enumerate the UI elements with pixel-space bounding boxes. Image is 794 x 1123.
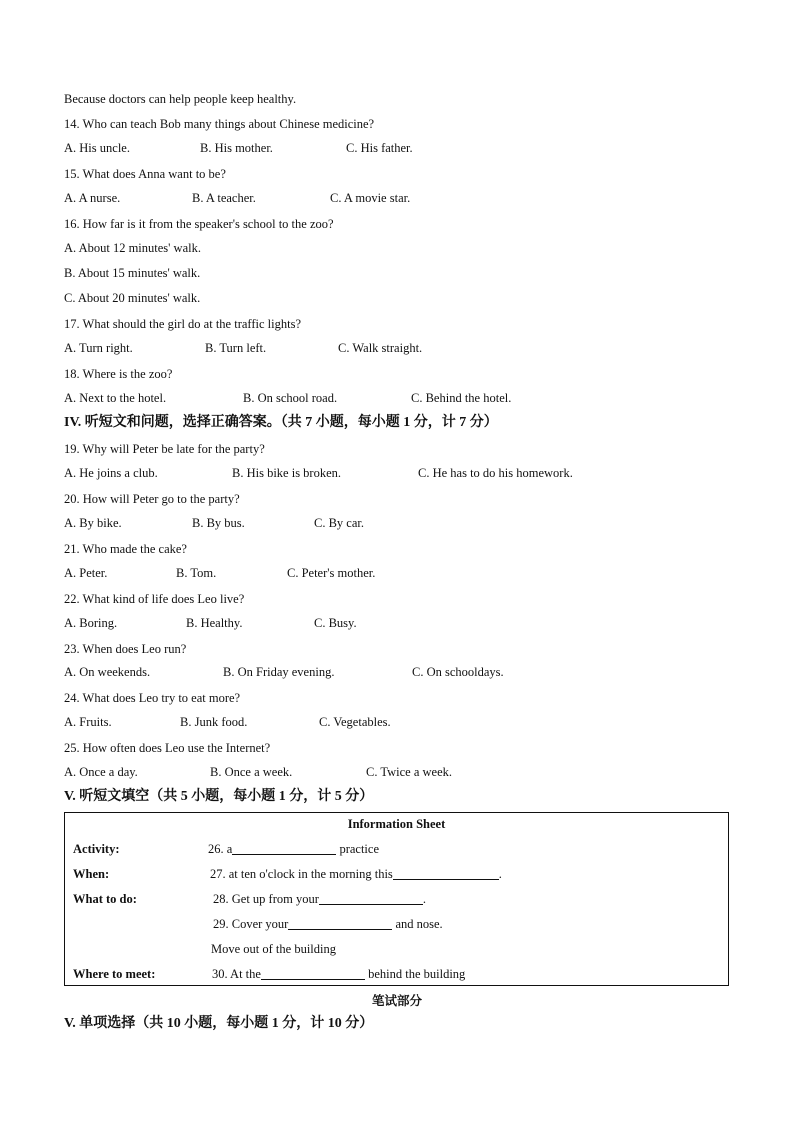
when-value: 27. at ten o'clock in the morning this . bbox=[210, 867, 502, 881]
option-a: A. By bike. bbox=[64, 516, 122, 530]
option-c: C. Behind the hotel. bbox=[411, 391, 512, 405]
option-c: C. A movie star. bbox=[330, 191, 411, 205]
todo-2: 29. Cover your and nose. bbox=[213, 917, 443, 931]
question-21: 21. Who made the cake? bbox=[64, 542, 187, 556]
option-b: B. Once a week. bbox=[210, 765, 293, 779]
question-24: 24. What does Leo try to eat more? bbox=[64, 691, 241, 705]
option-a: A. About 12 minutes' walk. bbox=[64, 241, 201, 255]
option-c: C. Peter's mother. bbox=[287, 566, 376, 580]
section-5-title: V. 听短文填空（共 5 小题，每小题 1 分，计 5 分） bbox=[64, 789, 374, 804]
info-sheet-title: Information Sheet bbox=[347, 817, 446, 831]
option-c: C. Twice a week. bbox=[366, 765, 453, 779]
when-label: When: bbox=[73, 867, 110, 881]
blank-28[interactable] bbox=[319, 892, 423, 905]
option-b: B. His bike is broken. bbox=[232, 466, 342, 480]
intro-line: Because doctors can help people keep healthy. bbox=[64, 92, 297, 106]
blank-30[interactable] bbox=[261, 967, 365, 980]
what-to-do-label: What to do: bbox=[73, 892, 137, 906]
option-a: A. A nurse. bbox=[64, 191, 121, 205]
option-b: B. A teacher. bbox=[192, 191, 256, 205]
option-c: C. His father. bbox=[346, 141, 413, 155]
where-value: 30. At the behind the building bbox=[212, 967, 466, 981]
blank-29[interactable] bbox=[288, 917, 392, 930]
question-25: 25. How often does Leo use the Internet? bbox=[64, 741, 271, 755]
question-19: 19. Why will Peter be late for the party? bbox=[64, 442, 265, 456]
question-20: 20. How will Peter go to the party? bbox=[64, 492, 240, 506]
question-22: 22. What kind of life does Leo live? bbox=[64, 592, 245, 606]
option-b: B. His mother. bbox=[200, 141, 273, 155]
option-a: A. Turn right. bbox=[64, 341, 133, 355]
todo-1: 28. Get up from your . bbox=[213, 892, 427, 906]
option-b: B. Junk food. bbox=[180, 715, 248, 729]
option-c: C. Walk straight. bbox=[338, 341, 423, 355]
question-17: 17. What should the girl do at the traffic lights? bbox=[64, 317, 301, 331]
option-a: A. He joins a club. bbox=[64, 466, 158, 480]
option-c: C. Busy. bbox=[314, 616, 357, 630]
question-14: 14. Who can teach Bob many things about Chinese medicine? bbox=[64, 117, 375, 131]
where-label: Where to meet: bbox=[73, 967, 156, 981]
section-4-title: IV. 听短文和问题，选择正确答案。（共 7 小题，每小题 1 分，计 7 分） bbox=[64, 415, 498, 430]
option-a: A. Fruits. bbox=[64, 715, 112, 729]
option-a: A. Peter. bbox=[64, 566, 108, 580]
option-a: A. His uncle. bbox=[64, 141, 130, 155]
activity-label: Activity: bbox=[73, 842, 120, 856]
option-b: B. On Friday evening. bbox=[223, 665, 335, 679]
option-c: C. On schooldays. bbox=[412, 665, 504, 679]
question-23: 23. When does Leo run? bbox=[64, 642, 187, 656]
option-b: B. By bus. bbox=[192, 516, 245, 530]
written-part-title: 笔试部分 bbox=[371, 994, 422, 1008]
todo-3: Move out of the building bbox=[211, 942, 336, 956]
blank-26[interactable] bbox=[232, 842, 336, 855]
blank-27[interactable] bbox=[393, 867, 499, 880]
section-final-title: V. 单项选择（共 10 小题，每小题 1 分，计 10 分） bbox=[64, 1016, 374, 1031]
question-18: 18. Where is the zoo? bbox=[64, 367, 173, 381]
option-a: A. On weekends. bbox=[64, 665, 151, 679]
option-b: B. Tom. bbox=[176, 566, 217, 580]
option-b: B. Turn left. bbox=[205, 341, 267, 355]
option-c: C. He has to do his homework. bbox=[418, 466, 573, 480]
option-b: B. On school road. bbox=[243, 391, 338, 405]
option-a: A. Once a day. bbox=[64, 765, 138, 779]
question-16: 16. How far is it from the speaker's school to the zoo? bbox=[64, 217, 334, 231]
question-15: 15. What does Anna want to be? bbox=[64, 167, 226, 181]
information-sheet bbox=[64, 812, 729, 986]
activity-value: 26. a practice bbox=[208, 842, 379, 856]
option-c: C. About 20 minutes' walk. bbox=[64, 291, 201, 305]
option-b: B. Healthy. bbox=[186, 616, 243, 630]
option-a: A. Boring. bbox=[64, 616, 118, 630]
option-b: B. About 15 minutes' walk. bbox=[64, 266, 201, 280]
option-a: A. Next to the hotel. bbox=[64, 391, 167, 405]
option-c: C. Vegetables. bbox=[319, 715, 391, 729]
option-c: C. By car. bbox=[314, 516, 364, 530]
